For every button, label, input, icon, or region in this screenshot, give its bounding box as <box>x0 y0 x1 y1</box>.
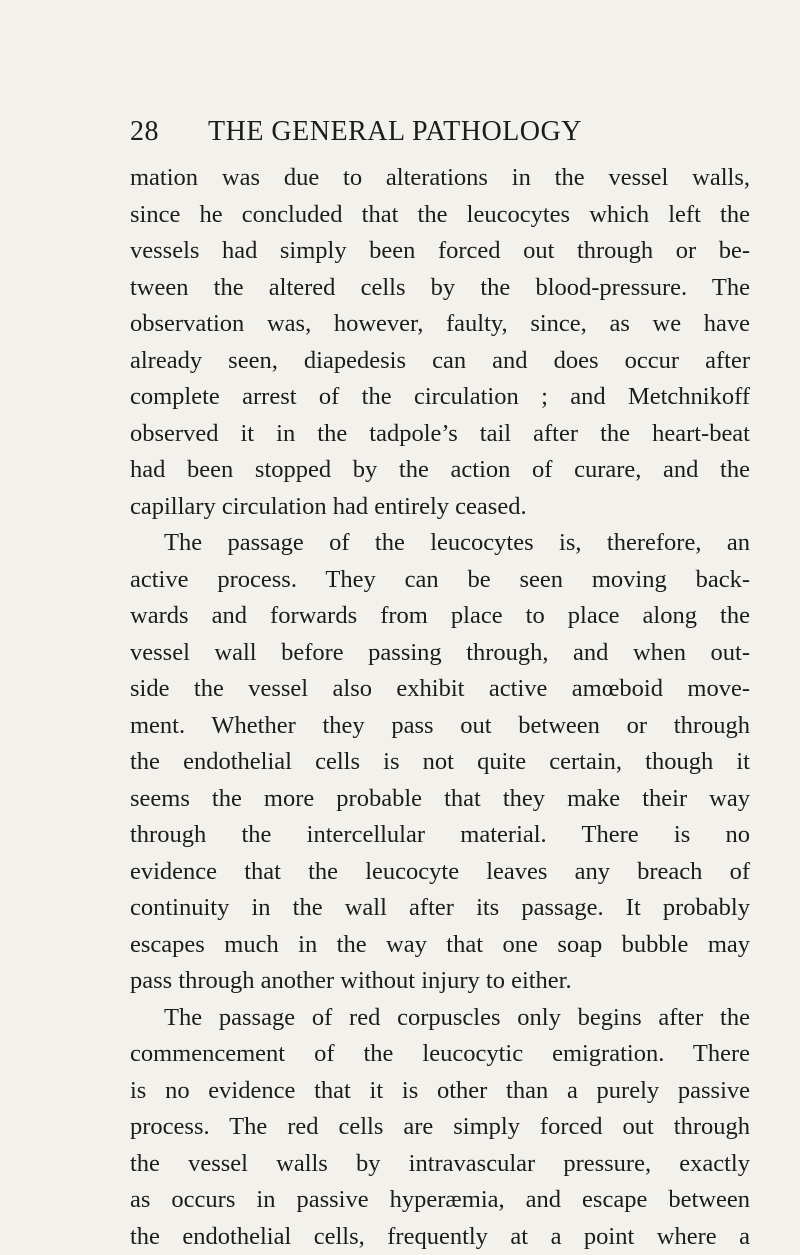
page-number: 28 <box>130 116 159 147</box>
text-line: complete arrest of the circulation ; and Metchnikoff <box>130 383 750 410</box>
text-line: commencement of the leucocytic emigration. There <box>130 1040 750 1067</box>
text-line: already seen, diapedesis can and does occur after <box>130 346 750 374</box>
text-line: The passage of the leucocytes is, therefore, an <box>164 529 750 556</box>
text-line: capillary circulation had entirely ceased. <box>130 492 527 520</box>
text-line: the endothelial cells is not quite certain, though it <box>130 748 750 775</box>
text-line: is no evidence that it is other than a purely passive <box>130 1076 750 1104</box>
body-text <box>130 160 750 1255</box>
text-line: since he concluded that the leucocytes which left the <box>130 200 750 228</box>
text-line: vessel wall before passing through, and when out- <box>130 638 750 666</box>
text-line: through the intercellular material. There is no <box>130 821 750 848</box>
text-line: The passage of red corpuscles only begins after the <box>164 1003 750 1031</box>
text-line: seems the more probable that they make their way <box>130 784 750 812</box>
text-line: vessels had simply been forced out through or be- <box>130 237 750 264</box>
text-line: observed it in the tadpole’s tail after the heart-beat <box>130 419 750 447</box>
text-line: wards and forwards from place to place along the <box>130 602 750 629</box>
text-line: observation was, however, faulty, since, as we have <box>130 310 750 337</box>
running-head <box>130 116 690 156</box>
text-line: evidence that the leucocyte leaves any breach of <box>130 857 750 885</box>
text-line: process. The red cells are simply forced out through <box>130 1113 750 1140</box>
text-line: mation was due to alterations in the vessel walls, <box>130 164 750 191</box>
text-line: ment. Whether they pass out between or through <box>130 711 750 739</box>
text-line: continuity in the wall after its passage. It probably <box>130 894 750 921</box>
text-line: pass through another without injury to either. <box>130 967 572 994</box>
text-line: as occurs in passive hyperæmia, and escape between <box>130 1186 750 1213</box>
text-line: had been stopped by the action of curare, and the <box>130 456 750 483</box>
text-line: tween the altered cells by the blood-pressure. The <box>130 273 750 301</box>
text-line: active process. They can be seen moving back- <box>130 565 750 593</box>
text-line: the endothelial cells, frequently at a point where a <box>130 1222 750 1250</box>
text-line: escapes much in the way that one soap bubble may <box>130 930 750 958</box>
running-title: THE GENERAL PATHOLOGY <box>208 116 582 147</box>
text-line: the vessel walls by intravascular pressure, exactly <box>130 1149 750 1177</box>
text-line: side the vessel also exhibit active amœboid move- <box>130 675 750 702</box>
